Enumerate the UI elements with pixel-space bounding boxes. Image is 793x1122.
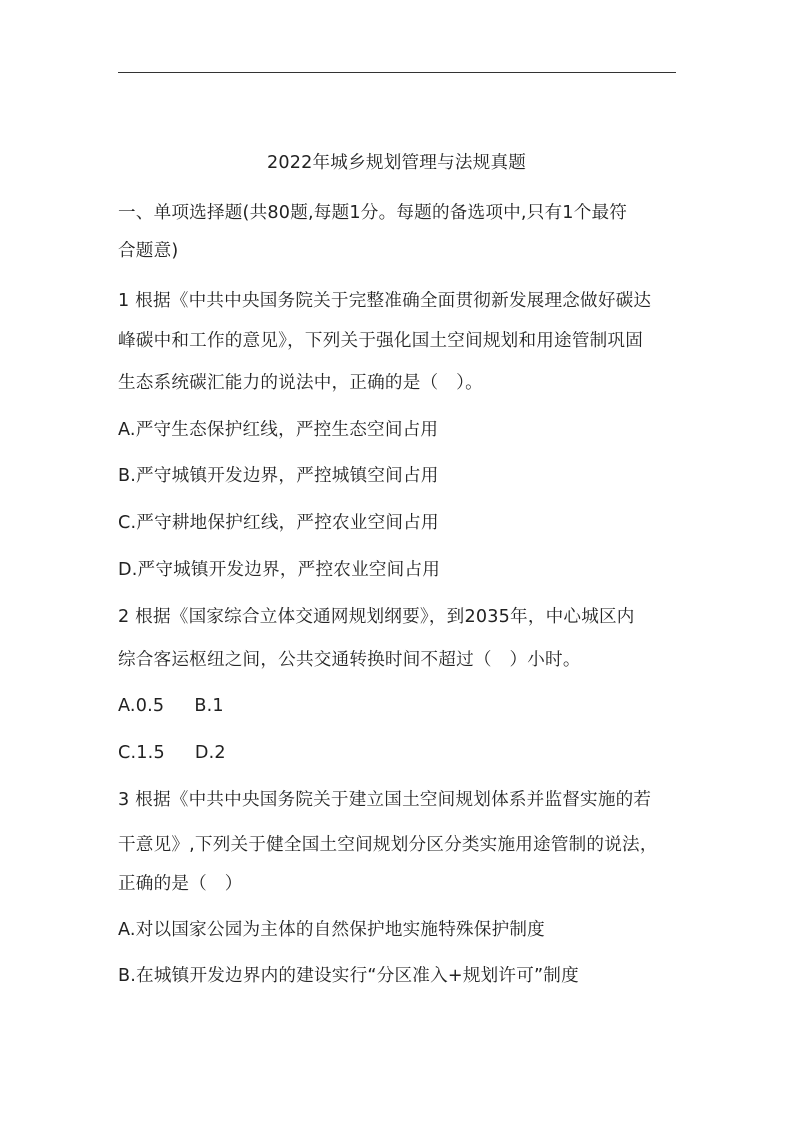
question-1-stem-line-3: 生态系统碳汇能力的说法中，正确的是（ ）。	[118, 373, 483, 393]
question-2-option-b: B.1	[194, 696, 224, 716]
document-title: 2022年城乡规划管理与法规真题	[266, 153, 527, 173]
question-2-option-a: A.0.5	[118, 696, 165, 716]
question-2-option-c: C.1.5	[118, 743, 165, 763]
question-1-option-a: A.严守生态保护红线，严控生态空间占用	[118, 420, 439, 440]
question-1-option-c: C.严守耕地保护红线，严控农业空间占用	[118, 513, 439, 533]
question-3-option-a: A.对以国家公园为主体的自然保护地实施特殊保护制度	[118, 920, 545, 940]
question-1-option-d: D.严守城镇开发边界，严控农业空间占用	[118, 560, 441, 580]
question-2-options-row-1	[118, 694, 224, 718]
question-2-stem-line-1: 2 根据《国家综合立体交通网规划纲要》，到2035年，中心城区内	[118, 607, 635, 627]
question-1-stem-line-2: 峰碳中和工作的意见》，下列关于强化国土空间规划和用途管制巩固	[118, 331, 644, 351]
question-2-option-d: D.2	[194, 743, 226, 763]
section-heading-line-1: 一、单项选择题(共80题,每题1分。每题的备选项中,只有1个最符	[118, 203, 628, 223]
header-rule	[118, 72, 676, 73]
question-1-option-b: B.严守城镇开发边界，严控城镇空间占用	[118, 466, 439, 486]
question-3-option-b: B.在城镇开发边界内的建设实行“分区准入+规划许可”制度	[118, 966, 579, 986]
question-3-stem-line-3: 正确的是（ ）	[118, 874, 243, 894]
question-3-stem-line-1: 3 根据《中共中央国务院关于建立国土空间规划体系并监督实施的若	[118, 790, 652, 810]
question-3-stem-line-2: 干意见》,下列关于健全国土空间规划分区分类实施用途管制的说法，	[118, 835, 658, 855]
question-2-stem-line-2: 综合客运枢纽之间，公共交通转换时间不超过（ ）小时。	[118, 650, 581, 670]
question-2-options-row-2	[118, 741, 226, 765]
section-heading-line-2: 合题意)	[118, 241, 179, 261]
question-1-stem-line-1: 1 根据《中共中央国务院关于完整准确全面贯彻新发展理念做好碳达	[118, 291, 652, 311]
